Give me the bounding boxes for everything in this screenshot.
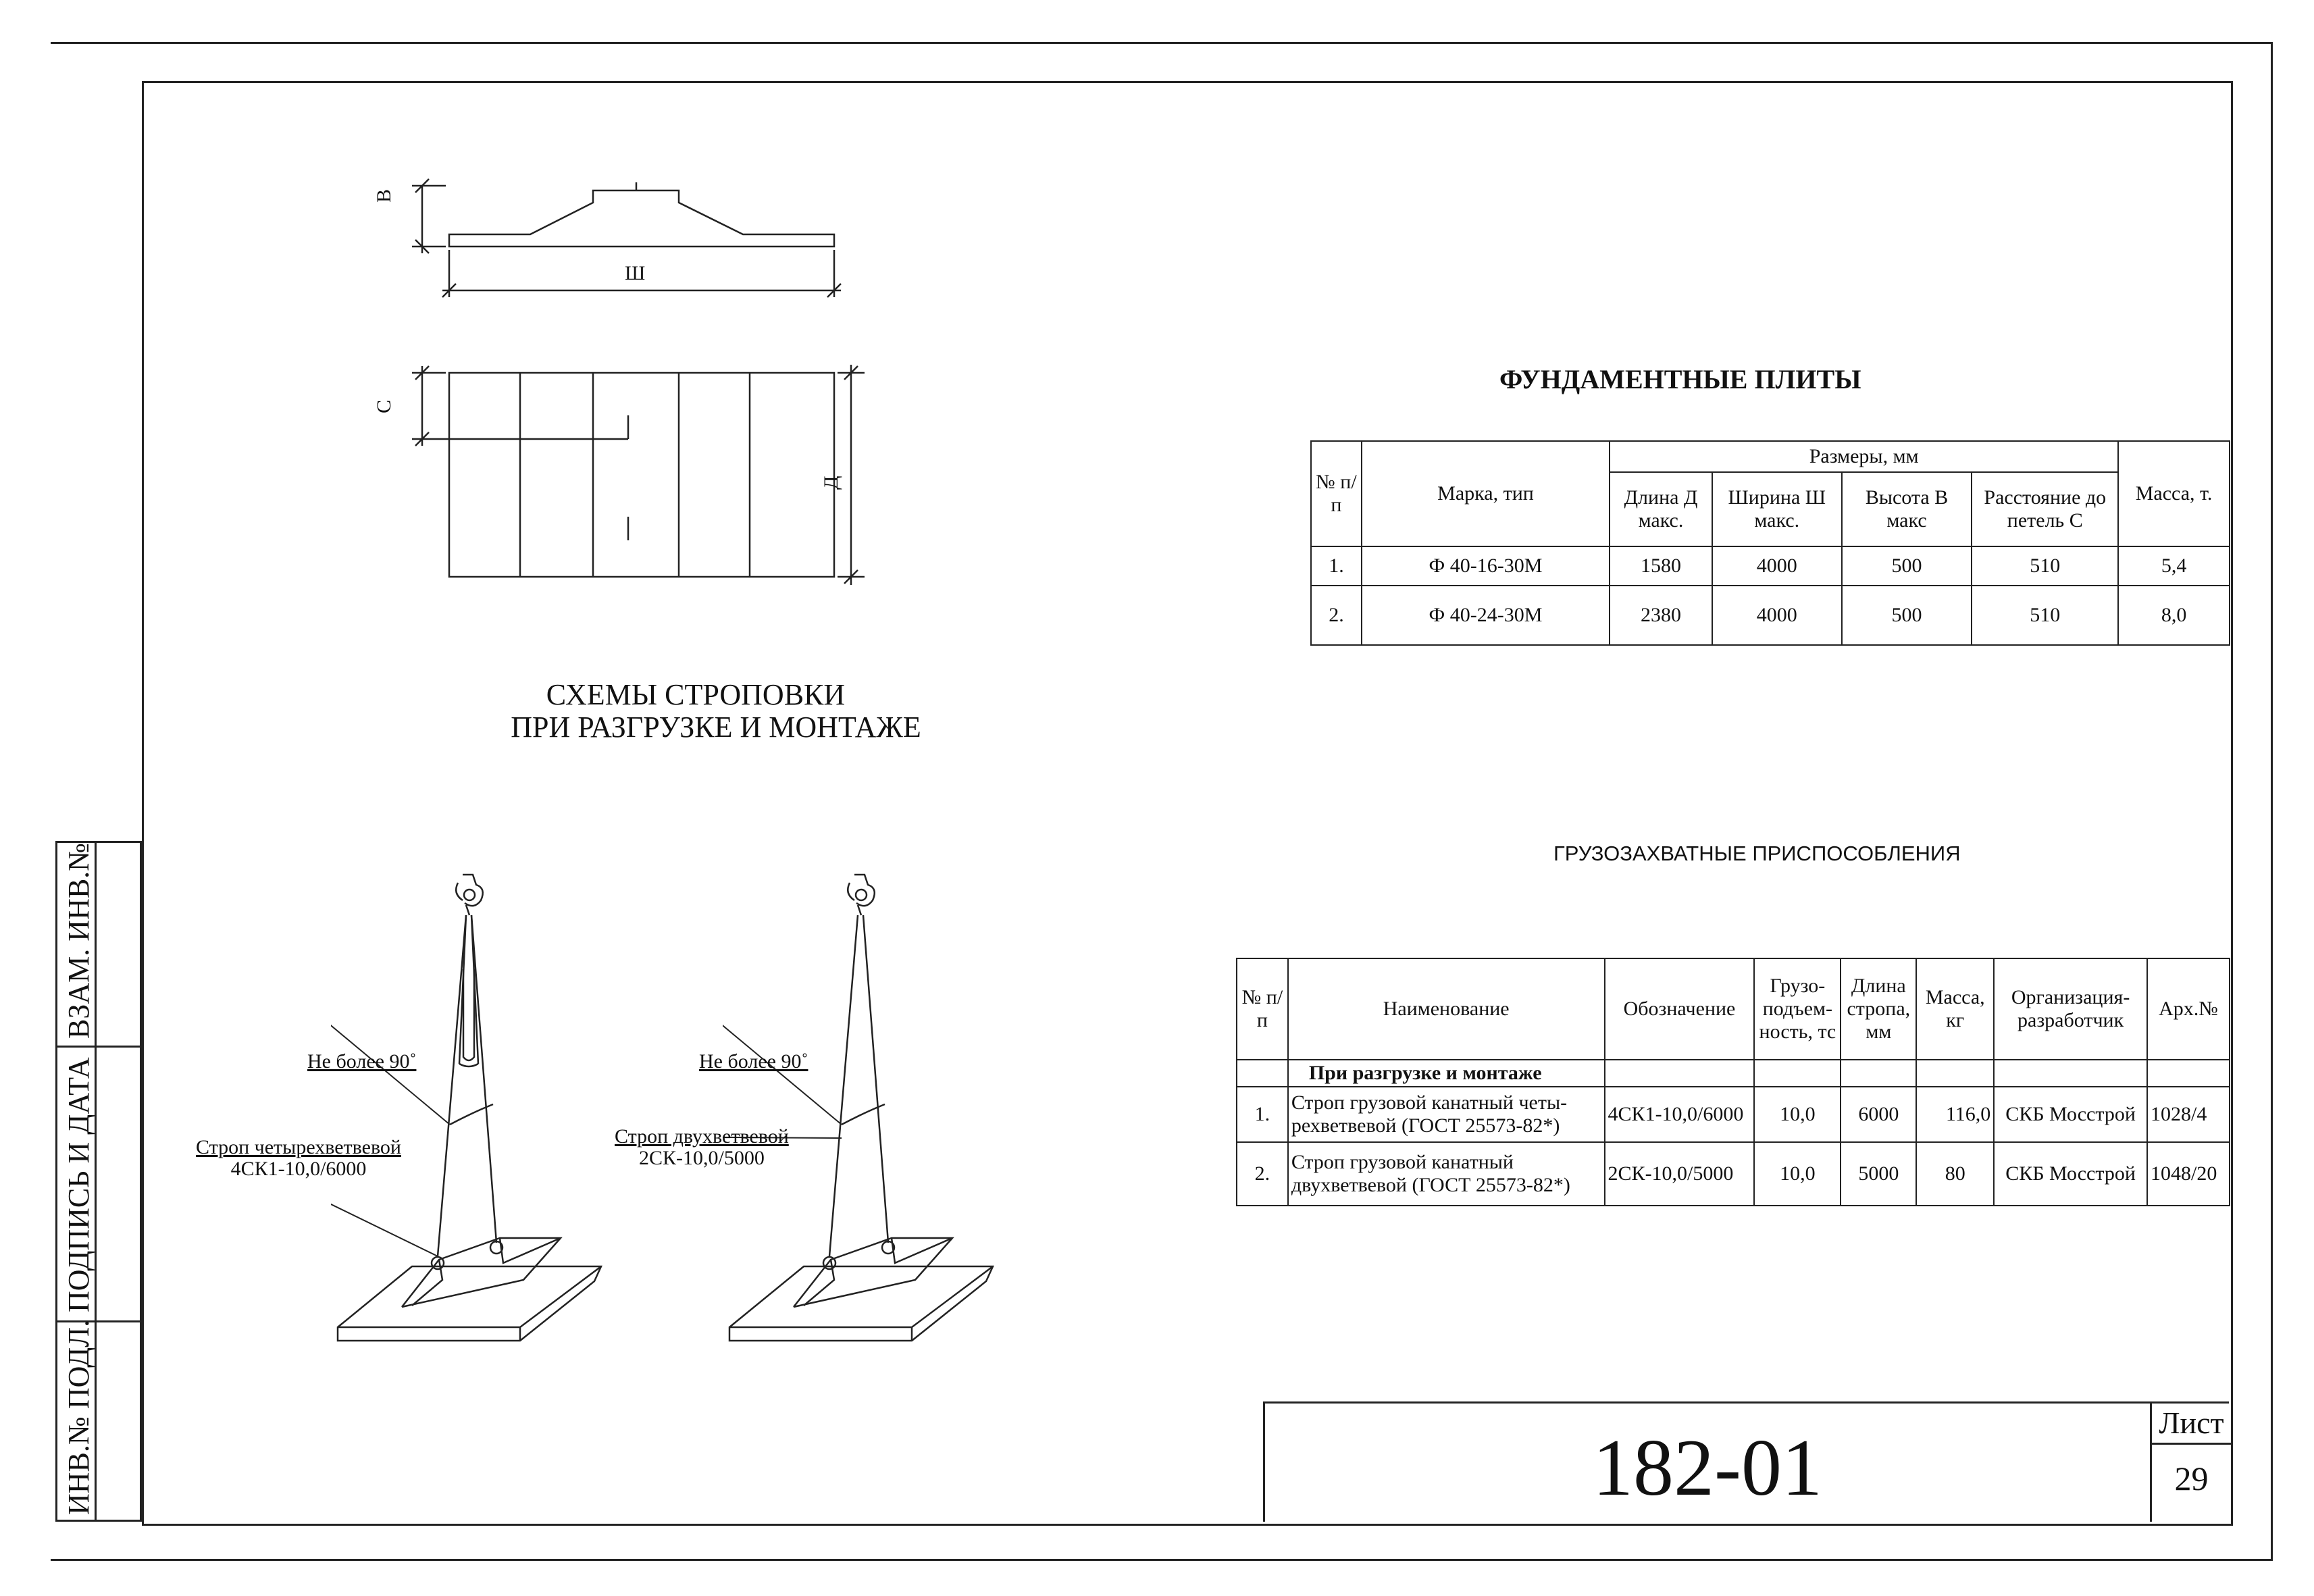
outer-right-line [2271, 42, 2273, 1561]
table-row [1237, 1142, 2230, 1206]
plates-cell-length: 2380 [1610, 586, 1712, 645]
lifting-cell-arch: 1048/20 [2147, 1142, 2230, 1206]
outer-bottom-line [51, 1559, 2273, 1561]
plate-drawing [378, 162, 865, 608]
lifting-cell-designation: 2СК-10,0/5000 [1605, 1142, 1755, 1206]
lifting-cell-org: СКБ Мосстрой [1994, 1142, 2147, 1206]
plates-cell-length: 1580 [1610, 546, 1712, 586]
lifting-header-org: Организация-разработчик [1994, 958, 2147, 1060]
scheme1-sling-label-line1: Строп четырехветвевой [196, 1136, 401, 1158]
plates-cell-width: 4000 [1712, 586, 1842, 645]
sling-scheme-two-branch [723, 868, 1006, 1354]
scheme2-sling-label-line1: Строп двухветвевой [615, 1125, 789, 1148]
plates-header-length: Длина Д макс. [1610, 472, 1712, 546]
lifting-cell-sling-length: 5000 [1841, 1142, 1916, 1206]
lifting-header-arch: Арх.№ [2147, 958, 2230, 1060]
scheme1-sling-label-line2: 4СК1-10,0/6000 [230, 1158, 367, 1180]
plates-cell-num: 2. [1311, 586, 1362, 645]
schemes-title-line2: ПРИ РАЗГРУЗКЕ И МОНТАЖЕ [511, 711, 921, 744]
plates-cell-height: 500 [1842, 546, 1972, 586]
lifting-cell-capacity: 10,0 [1754, 1142, 1841, 1206]
plates-table [1310, 440, 2230, 646]
lifting-cell-capacity: 10,0 [1754, 1087, 1841, 1142]
sheet-number: 29 [2174, 1460, 2209, 1497]
plates-header-loop: Расстояние до петель С [1972, 472, 2118, 546]
schemes-title [500, 679, 932, 744]
plates-header-sizes: Размеры, мм [1610, 441, 2118, 472]
stamp-field-vzam-inv: ВЗАМ. ИНВ.№ [62, 842, 95, 1039]
sling-scheme-four-branch [331, 868, 615, 1354]
plates-cell-loop: 510 [1972, 586, 2118, 645]
plates-header-width: Ширина Ш макс. [1712, 472, 1842, 546]
title-block [1263, 1401, 2229, 1522]
lifting-cell-name: Строп грузовой канатный двухветвевой (ГОСТ 25573-82*) [1288, 1142, 1605, 1206]
sheet-label: Лист [2159, 1406, 2224, 1440]
lifting-header-mass: Масса, кг [1916, 958, 1994, 1060]
lifting-cell-designation: 4СК1-10,0/6000 [1605, 1087, 1755, 1142]
lifting-table [1236, 958, 2230, 1206]
scheme2-angle-label: Не более 90˚ [699, 1050, 808, 1073]
plates-cell-mark: Ф 40-16-30М [1362, 546, 1610, 586]
dim-label-length: Д [820, 475, 842, 490]
lifting-cell-num: 1. [1237, 1087, 1288, 1142]
lifting-header-num: № п/п [1237, 958, 1288, 1060]
plates-cell-height: 500 [1842, 586, 1972, 645]
outer-top-line [51, 42, 2273, 44]
lifting-cell-org: СКБ Мосстрой [1994, 1087, 2147, 1142]
side-stamp [55, 841, 142, 1522]
plates-cell-mass: 5,4 [2118, 546, 2230, 586]
plates-cell-mark: Ф 40-24-30М [1362, 586, 1610, 645]
table-row [1237, 1087, 2230, 1142]
lifting-section-label: При разгрузке и монтаже [1288, 1060, 1605, 1087]
stamp-field-inv-podl: ИНВ.№ ПОДЛ. [62, 1319, 95, 1515]
plates-header-mass: Масса, т. [2118, 441, 2230, 546]
lifting-cell-mass: 80 [1916, 1142, 1994, 1206]
lifting-title: ГРУЗОЗАХВАТНЫЕ ПРИСПОСОБЛЕНИЯ [1553, 842, 1961, 865]
lifting-header-capacity: Грузо-подъем-ность, тс [1754, 958, 1841, 1060]
lifting-header-name: Наименование [1288, 958, 1605, 1060]
scheme1-sling-label [196, 1137, 401, 1180]
lifting-header-sling-length: Длина стропа, мм [1841, 958, 1916, 1060]
dim-label-loop: С [373, 399, 395, 413]
plates-header-mark: Марка, тип [1362, 441, 1610, 546]
table-row [1311, 586, 2230, 645]
lifting-cell-sling-length: 6000 [1841, 1087, 1916, 1142]
schemes-title-line1: СХЕМЫ СТРОПОВКИ [546, 678, 846, 711]
lifting-header-designation: Обозначение [1605, 958, 1755, 1060]
table-row [1311, 546, 2230, 586]
plates-header-num: № п/п [1311, 441, 1362, 546]
dim-label-width: Ш [625, 262, 646, 284]
stamp-field-signature-date: ПОДПИСЬ И ДАТА [62, 1057, 95, 1312]
dim-label-height: В [373, 188, 395, 203]
plates-title: ФУНДАМЕНТНЫЕ ПЛИТЫ [1499, 364, 1861, 394]
plates-header-height: Высота В макс [1842, 472, 1972, 546]
lifting-cell-name: Строп грузовой канатный четы-рехветвевой (ГОСТ 25573-82*) [1288, 1087, 1605, 1142]
plates-cell-mass: 8,0 [2118, 586, 2230, 645]
scheme2-sling-label-line2: 2СК-10,0/5000 [638, 1147, 765, 1169]
lifting-cell-mass: 116,0 [1916, 1087, 1994, 1142]
plates-cell-num: 1. [1311, 546, 1362, 586]
plates-cell-width: 4000 [1712, 546, 1842, 586]
plates-cell-loop: 510 [1972, 546, 2118, 586]
lifting-cell-num: 2. [1237, 1142, 1288, 1206]
doc-code: 182-01 [1593, 1422, 1822, 1512]
lifting-cell-arch: 1028/4 [2147, 1087, 2230, 1142]
scheme1-angle-label: Не более 90˚ [307, 1050, 417, 1073]
scheme2-sling-label [615, 1126, 789, 1169]
